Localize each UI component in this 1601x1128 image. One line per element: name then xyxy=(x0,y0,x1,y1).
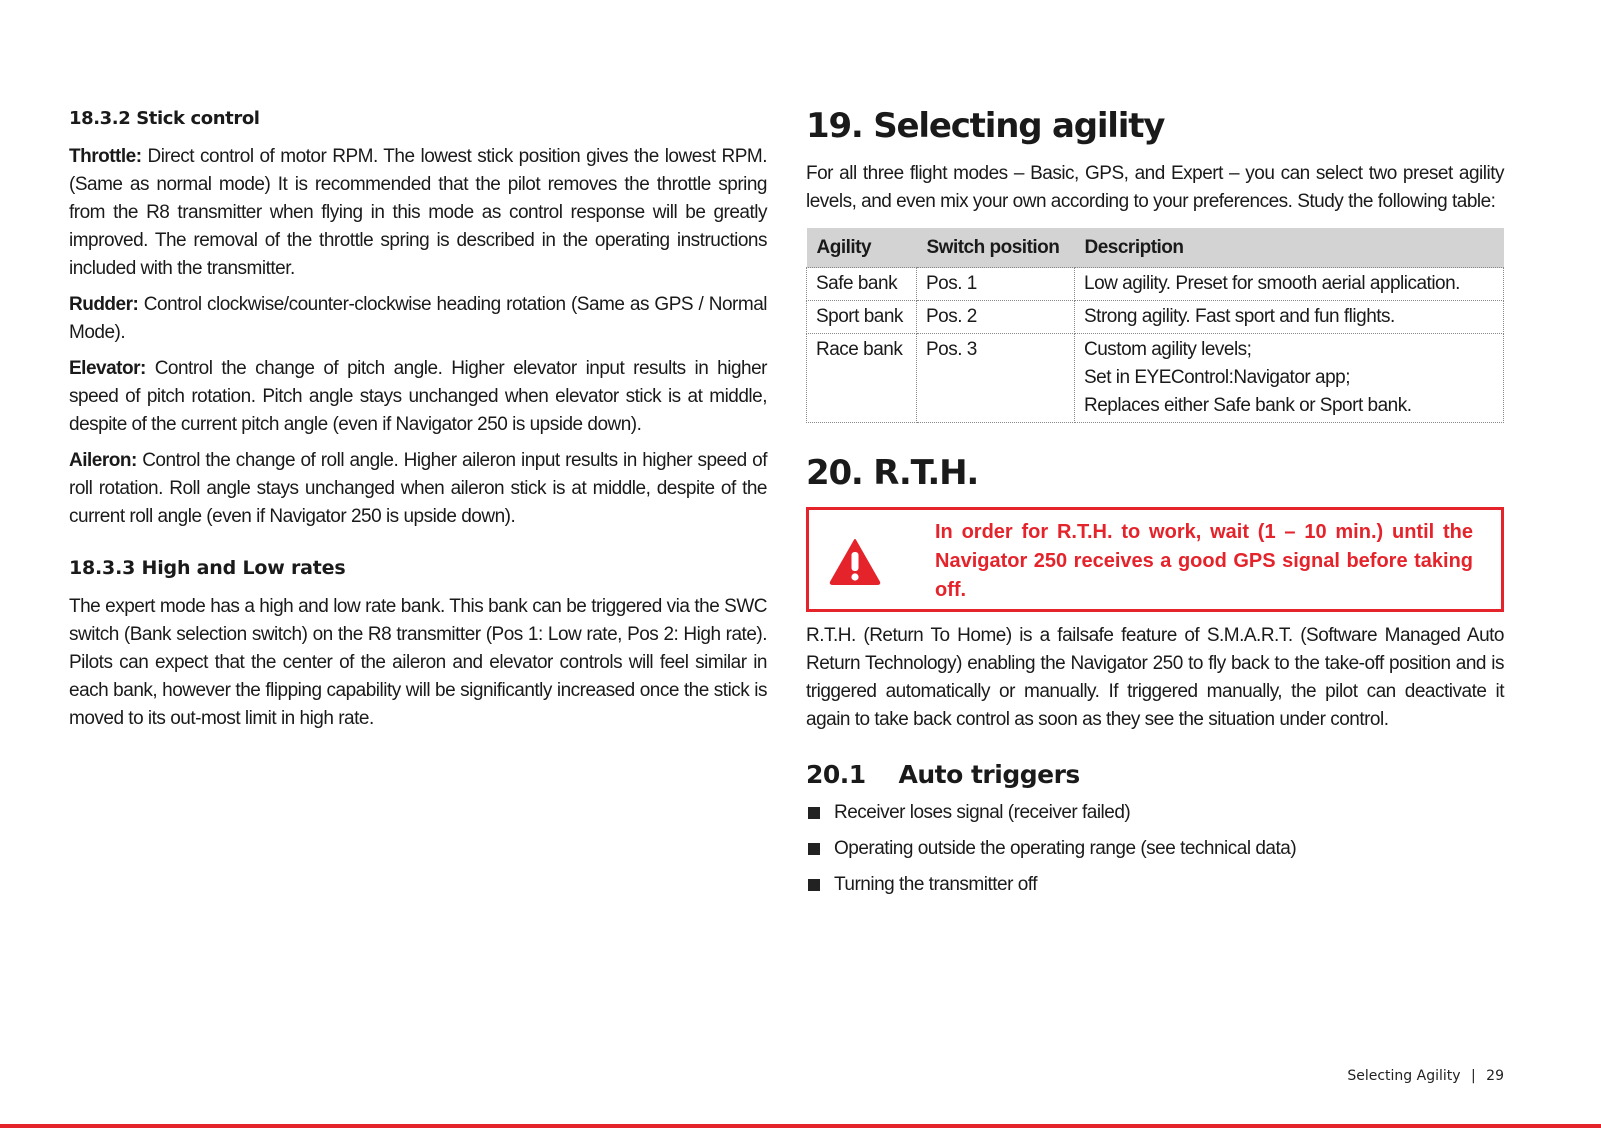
column-header: Agility xyxy=(807,228,917,268)
throttle-label: Throttle: xyxy=(69,146,142,167)
description-cell xyxy=(1075,334,1504,423)
rudder-paragraph xyxy=(69,291,767,347)
rates-heading: 18.3.3 High and Low rates xyxy=(69,557,346,579)
throttle-text: Direct control of motor RPM. The lowest stick position gives the lowest RPM. (Same as normal mode) It is recommended that the pilot removes the throttle spring from the R8 transmitter when flying in this mode as control response will be greatly improved. The removal of the throttle spring is described in the operating instructions included with the transmitter. xyxy=(69,146,767,279)
column-header: Description xyxy=(1075,228,1504,268)
throttle-paragraph xyxy=(69,143,767,283)
page-number: 29 xyxy=(1486,1068,1504,1084)
aileron-paragraph xyxy=(69,447,767,531)
footer-separator: | xyxy=(1471,1068,1476,1084)
rth-warning-box xyxy=(806,507,1504,612)
description-line: Low agility. Preset for smooth aerial application. xyxy=(1084,273,1460,294)
left-column xyxy=(69,108,767,741)
stick-control-heading: 18.3.2 Stick control xyxy=(69,108,260,129)
list-item xyxy=(806,835,1504,863)
rudder-text: Control clockwise/counter-clockwise heading rotation (Same as GPS / Normal Mode). xyxy=(69,294,767,343)
elevator-paragraph xyxy=(69,355,767,439)
rudder-label: Rudder: xyxy=(69,294,139,315)
elevator-text: Control the change of pitch angle. Higher elevator input results in higher speed of pitch rotation. Pitch angle stays unchanged when elevator stick is at middle, despite of the current pitch angle (even if Navigator 250 is upside down). xyxy=(69,358,767,435)
position-cell: Pos. 2 xyxy=(917,301,1075,334)
footer-section-title: Selecting Agility xyxy=(1347,1068,1461,1084)
rates-paragraph: The expert mode has a high and low rate bank. This bank can be triggered via the SWC switch (Bank selection switch) on the R8 transmitter (Pos 1: Low rate, Pos 2: High rate). Pilots can expect that the center of the aileron and elevator controls will feel similar in each bank, however the flipping capability will be significantly increased once the stick is moved to its out-most limit in high rate. xyxy=(69,596,767,729)
position-cell: Pos. 1 xyxy=(917,268,1075,301)
list-item-text: Receiver loses signal (receiver failed) xyxy=(834,802,1131,823)
agility-cell: Safe bank xyxy=(807,268,917,301)
description-cell xyxy=(1075,268,1504,301)
table-row xyxy=(807,301,1504,334)
auto-triggers-list xyxy=(806,799,1504,899)
rth-heading: 20. R.T.H. xyxy=(806,453,979,493)
description-line: Replaces either Safe bank or Sport bank. xyxy=(1084,395,1412,416)
list-item-text: Turning the transmitter off xyxy=(834,874,1037,895)
agility-table xyxy=(806,228,1504,423)
aileron-label: Aileron: xyxy=(69,450,137,471)
stick-control-body xyxy=(69,143,767,531)
list-item xyxy=(806,871,1504,899)
description-line: Set in EYEControl:Navigator app; xyxy=(1084,367,1350,388)
square-bullet-icon xyxy=(808,879,820,891)
list-item-text: Operating outside the operating range (see technical data) xyxy=(834,838,1297,859)
agility-cell: Race bank xyxy=(807,334,917,423)
auto-triggers-heading: 20.1 Auto triggers xyxy=(806,760,1080,789)
elevator-label: Elevator: xyxy=(69,358,146,379)
column-header: Switch position xyxy=(917,228,1075,268)
warning-triangle-icon xyxy=(829,538,881,586)
rth-paragraph: R.T.H. (Return To Home) is a failsafe feature of S.M.A.R.T. (Software Managed Auto Return Technology) enabling the Navigator 250 to fly back to the take-off position and is triggered automatically or manually. If triggered manually, the pilot can deactivate it again to take back control as soon as they see the situation under control. xyxy=(806,625,1504,730)
description-line: Strong agility. Fast sport and fun flights. xyxy=(1084,306,1395,327)
list-item xyxy=(806,799,1504,827)
aileron-text: Control the change of roll angle. Higher aileron input results in higher speed of roll rotation. Roll angle stays unchanged when aileron stick is at middle, despite of the current roll angle (even if Navigator 250 is upside down). xyxy=(69,450,767,527)
agility-heading: 19. Selecting agility xyxy=(806,106,1165,146)
table-header-row xyxy=(807,228,1504,268)
square-bullet-icon xyxy=(808,807,820,819)
agility-cell: Sport bank xyxy=(807,301,917,334)
page-footer xyxy=(1347,1068,1504,1084)
footer-accent-line xyxy=(0,1124,1601,1128)
square-bullet-icon xyxy=(808,843,820,855)
table-row xyxy=(807,334,1504,423)
description-cell xyxy=(1075,301,1504,334)
description-line: Custom agility levels; xyxy=(1084,339,1252,360)
position-cell: Pos. 3 xyxy=(917,334,1075,423)
agility-intro: For all three flight modes – Basic, GPS, and Expert – you can select two preset agility levels, and even mix your own according to your preferences. Study the following table: xyxy=(806,163,1504,212)
rth-warning-text: In order for R.T.H. to work, wait (1 – 10 min.) until the Navigator 250 receives a good GPS signal before taking off. xyxy=(935,521,1473,601)
right-column xyxy=(806,104,1504,907)
table-row xyxy=(807,268,1504,301)
